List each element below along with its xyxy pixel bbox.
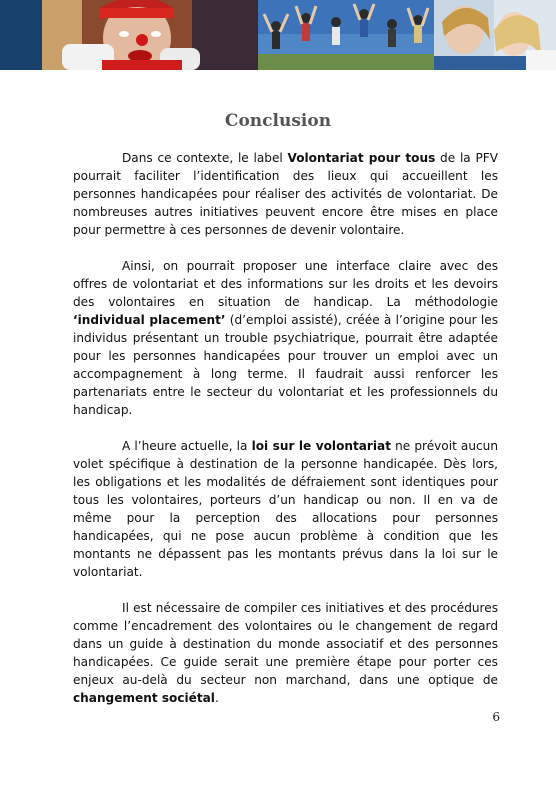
clown-photo <box>42 0 258 70</box>
laughing-women-photo <box>434 0 556 70</box>
page-title: Conclusion <box>224 111 332 131</box>
bold-term: changement sociétal <box>73 691 215 705</box>
bold-term: Volontariat pour tous <box>287 151 436 165</box>
bold-term: loi sur le volontariat <box>251 439 391 453</box>
bold-term: ‘individual placement’ <box>73 313 226 327</box>
body-text <box>73 149 498 725</box>
paragraph-1: Dans ce contexte, le label Volontariat pour tous de la PFV pourrait faciliter l’identification des lieux qui accueillent les personnes handicapées pour réaliser des activités de volontariat. De nombreuses autres initiatives peuvent encore être mises en place pour permettre à ces personnes de devenir volontaire. <box>73 151 499 237</box>
page-number: 6 <box>492 710 500 724</box>
jumping-group-photo <box>258 0 434 70</box>
paragraph-4: Il est nécessaire de compiler ces initiatives et des procédures comme l’encadrement des volontaires ou le changement de regard dans un guide à destination du monde associatif et des personnes handicapées. Ce guide serait une première étape pour porter ces enjeux au-delà du secteur non marchand, dans une optique de changement sociétal. <box>73 601 498 705</box>
header-banner <box>0 0 556 70</box>
paragraph-2: Ainsi, on pourrait proposer une interface claire avec des offres de volontariat et des informations sur les droits et les devoirs des volontaires en situation de handicap. La méthodologie ‘individual placement’ (d’emploi assisté), créée à l’origine pour les individus présentant un trouble psychiatrique, pourrait être adaptée pour les personnes handicapées pour trouver un emploi avec un accompagnement à long terme. Il faudrait aussi renforcer les partenariats entre le secteur du volontariat et les professionnels du handicap. <box>73 259 498 417</box>
paragraph-3: A l’heure actuelle, la loi sur le volontariat ne prévoit aucun volet spécifique à destination de la personne handicapée. Dès lors, les obligations et les modalités de défraiement sont identiques pour tous les volontaires, porteurs d’un handicap ou non. Il en va de même pour la perception des allocations pour personnes handicapées, qui ne pose aucun problème à condition que les montants ne dépassent pas les montants prévus dans la loi sur le volontariat. <box>73 439 498 579</box>
